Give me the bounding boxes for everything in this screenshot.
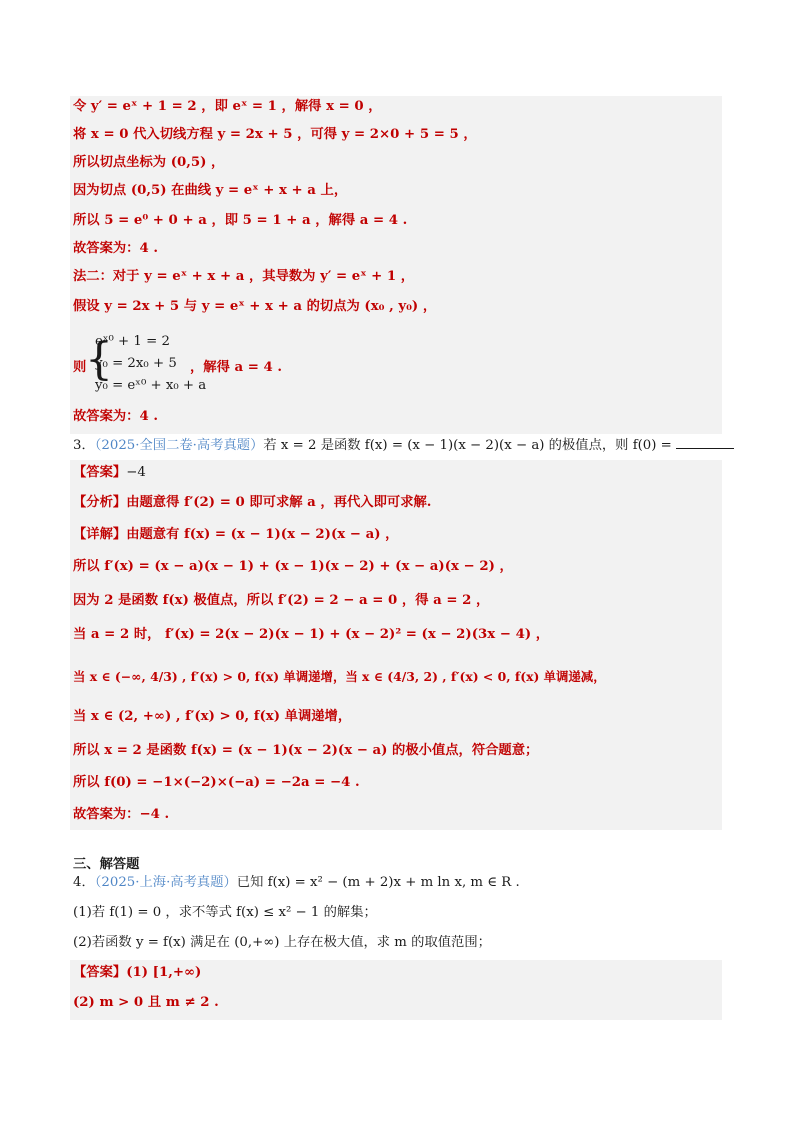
q3-stem-text: 若 x = 2 是函数 f(x) = (x − 1)(x − 2)(x − a) 的极值点，则 f(0) =	[263, 438, 677, 453]
q3-detail-line: 当 a = 2 时， f′(x) = 2(x − 2)(x − 1) + (x − 2)² = (x − 2)(3x − 4) ，	[73, 627, 550, 642]
q4-part: (1)若 f(1) = 0 ，求不等式 f(x) ≤ x² − 1 的解集；	[73, 905, 377, 920]
q3-detail-line: 因为 2 是函数 f(x) 极值点，所以 f′(2) = 2 − a = 0 ，得 a = 2 ，	[73, 593, 490, 608]
answer-tag: 【答案】	[73, 465, 127, 480]
q3-answer-blank	[676, 436, 734, 449]
q3-detail-line: 所以 f′(x) = (x − a)(x − 1) + (x − 1)(x − 2) + (x − a)(x − 2) ，	[73, 559, 513, 574]
q3-source: （2025·全国二卷·高考真题）	[94, 438, 264, 453]
solution-line: 故答案为：4 .	[73, 241, 158, 256]
q3-analysis	[73, 494, 721, 512]
q3-analysis-text: 由题意得 f′(2) = 0 即可求解 a ，再代入即可求解.	[126, 495, 432, 510]
q4-answer-1: (1) [1,+∞)	[126, 965, 202, 980]
solution-line: 法二：对于 y = eˣ + x + a ，其导数为 y′ = eˣ + 1 ，	[73, 269, 415, 284]
q3-detail-line: 由题意有 f(x) = (x − 1)(x − 2)(x − a) ，	[126, 527, 399, 542]
solution-line: 所以 5 = e⁰ + 0 + a ，即 5 = 1 + a ，解得 a = 4 .	[73, 213, 408, 228]
q3-number: 3．	[73, 438, 95, 453]
solution-line: 将 x = 0 代入切线方程 y = 2x + 5 ，可得 y = 2×0 + 5 = 5 ，	[73, 127, 477, 142]
system-equation: eˣ⁰ + 1 = 2	[95, 334, 170, 349]
q4-number: 4．	[73, 875, 95, 890]
system-prefix: 则	[73, 360, 87, 375]
detail-tag: 【详解】	[73, 527, 127, 542]
q3-detail-line: 所以 f(0) = −1×(−2)×(−a) = −2a = −4 .	[73, 775, 360, 790]
q3-answer	[73, 464, 721, 482]
system-solution: ，解得 a = 4 .	[190, 360, 283, 375]
answer-tag: 【答案】	[73, 965, 127, 980]
q4-source: （2025·上海·高考真题）	[94, 875, 237, 890]
q3-detail	[73, 526, 721, 544]
q3-detail-line: 当 x ∈ (2, +∞) , f′(x) > 0, f(x) 单调递增，	[73, 709, 352, 724]
q3-detail-line: 当 x ∈ (−∞, 4/3) , f′(x) > 0, f(x) 单调递增，当 x ∈ (4/3, 2) , f′(x) < 0, f(x) 单调递减，	[73, 669, 606, 684]
section-heading: 三、解答题	[73, 857, 140, 872]
analysis-tag: 【分析】	[73, 495, 127, 510]
q4-answer	[73, 964, 721, 982]
system-equation: y₀ = eˣ⁰ + x₀ + a	[95, 378, 207, 393]
q3-detail-line: 故答案为：−4 .	[73, 807, 170, 822]
solution-line: 假设 y = 2x + 5 与 y = eˣ + x + a 的切点为 (x₀ , y₀) ，	[73, 299, 437, 314]
system-brace: {	[85, 334, 113, 385]
q4-stem-text: 已知 f(x) = x² − (m + 2)x + m ln x, m ∈ R .	[236, 875, 520, 890]
q3-detail-line: 所以 x = 2 是函数 f(x) = (x − 1)(x − 2)(x − a) 的极小值点，符合题意；	[73, 743, 539, 758]
q3-answer-value: −4	[126, 465, 146, 480]
solution-line: 令 y′ = eˣ + 1 = 2 ，即 eˣ = 1 ，解得 x = 0 ，	[73, 99, 382, 114]
system-equation: y₀ = 2x₀ + 5	[95, 356, 177, 371]
final-answer-line: 故答案为：4 .	[73, 409, 158, 424]
q4-part: (2)若函数 y = f(x) 满足在 (0,+∞) 上存在极大值，求 m 的取值范围；	[73, 935, 491, 950]
q3-stem	[73, 436, 721, 455]
q4-answer-2: (2) m > 0 且 m ≠ 2 .	[73, 995, 219, 1010]
solution-line: 所以切点坐标为 (0,5) ，	[73, 155, 225, 170]
solution-line: 因为切点 (0,5) 在曲线 y = eˣ + x + a 上，	[73, 183, 348, 198]
q4-stem	[73, 874, 721, 892]
